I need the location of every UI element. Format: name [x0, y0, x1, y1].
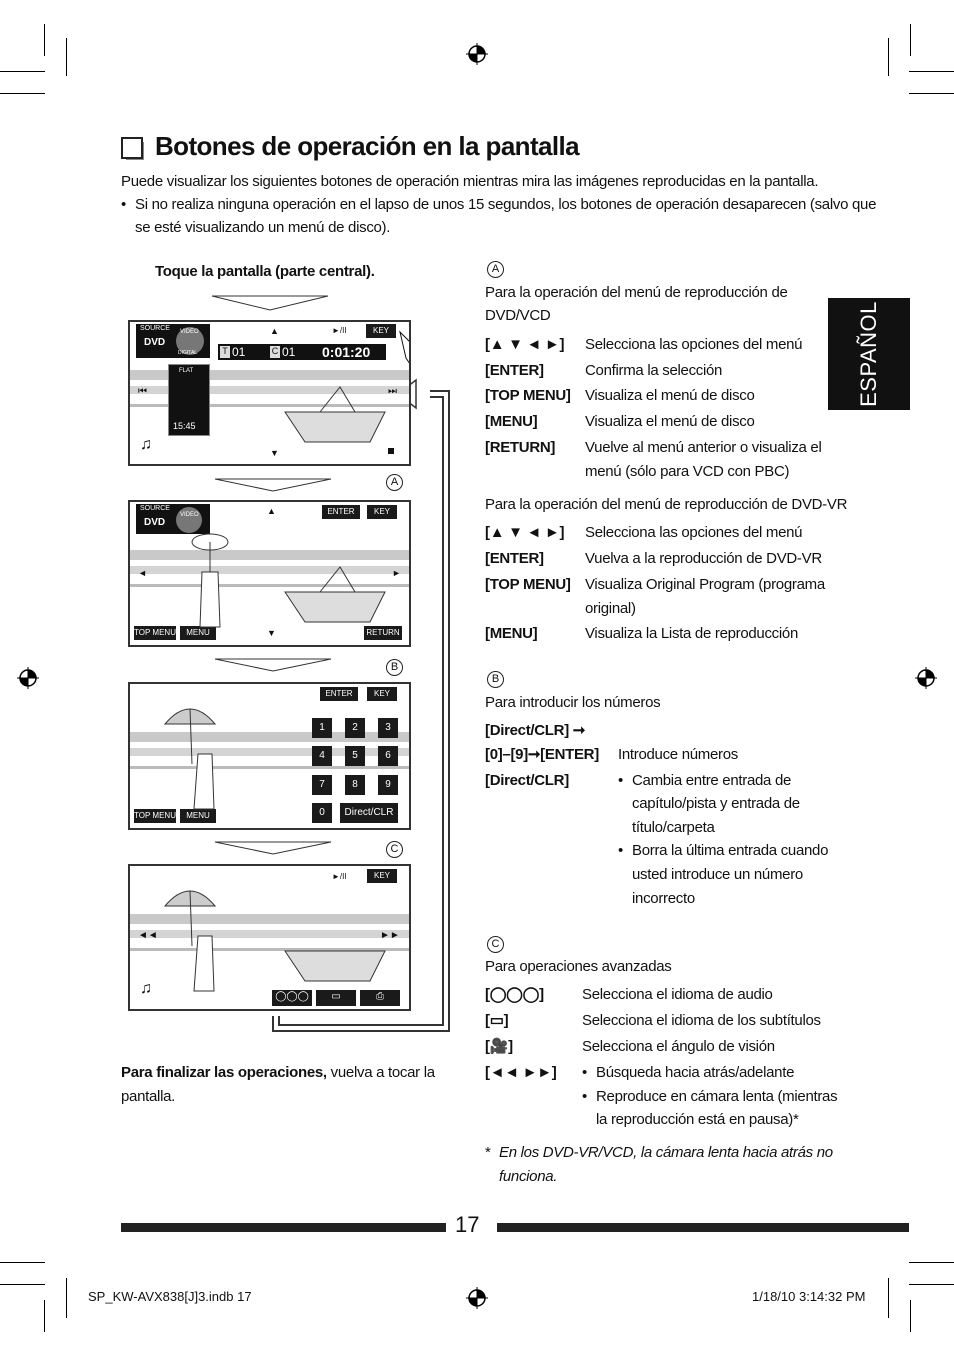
crop-mark: [66, 1278, 67, 1318]
crop-mark: [0, 71, 45, 72]
play-pause-button[interactable]: ►/II: [332, 872, 347, 881]
registration-mark-icon: [466, 1287, 488, 1309]
down-arrow-icon[interactable]: ▼: [270, 448, 279, 458]
table-row: [ENTER] Vuelva a la reproducción de DVD-VR: [485, 550, 822, 567]
enter-button[interactable]: ENTER: [322, 505, 360, 519]
boat-illustration: [280, 926, 390, 986]
crop-mark: [888, 1278, 889, 1318]
menu-button[interactable]: MENU: [180, 809, 216, 823]
number-key-7[interactable]: 7: [312, 775, 332, 795]
boat-illustration: [280, 562, 390, 632]
table-row: [TOP MENU] Visualiza el menú de disco: [485, 387, 755, 404]
table-row: [ENTER] Confirma la selección: [485, 362, 723, 379]
skip-back-icon[interactable]: ⏮: [138, 386, 147, 397]
table-row: [▲ ▼ ◄ ►] Selecciona las opciones del menú: [485, 524, 803, 541]
bullet-text: la reproducción está en pausa)*: [596, 1111, 799, 1128]
left-arrow-icon[interactable]: ◄: [138, 568, 147, 578]
number-key-2[interactable]: 2: [345, 718, 365, 738]
title-square-icon: [121, 137, 143, 159]
number-key-6[interactable]: 6: [378, 746, 398, 766]
bullet-text: Búsqueda hacia atrás/adelante: [596, 1064, 795, 1081]
key-button[interactable]: KEY: [366, 324, 396, 338]
key-button[interactable]: KEY: [367, 505, 397, 519]
subtitle-button[interactable]: ▭: [316, 990, 356, 1006]
return-button[interactable]: RETURN: [364, 626, 402, 640]
section-a-marker: A: [487, 261, 504, 278]
crop-mark: [888, 38, 889, 76]
number-key-0[interactable]: 0: [312, 803, 332, 823]
section-b-key: [Direct/CLR] ➞: [485, 722, 586, 739]
table-row-cont: menú (sólo para VCD con PBC): [585, 463, 790, 480]
table-row: [MENU] Visualiza la Lista de reproducción: [485, 625, 798, 642]
screen-advanced[interactable]: [128, 864, 411, 1011]
skip-forward-icon[interactable]: ⏭: [388, 386, 397, 397]
rewind-icon[interactable]: ◄◄: [138, 930, 158, 941]
number-key-9[interactable]: 9: [378, 775, 398, 795]
up-arrow-icon[interactable]: ▲: [270, 326, 279, 336]
key-button[interactable]: KEY: [367, 687, 397, 701]
audio-language-button[interactable]: ◯◯◯: [272, 990, 312, 1006]
registration-mark-icon: [915, 667, 937, 689]
source-panel[interactable]: SOURCE DVD VIDEO: [136, 504, 210, 534]
crop-mark: [910, 1300, 911, 1332]
section-b-marker: B: [487, 671, 504, 688]
menu-button[interactable]: MENU: [180, 626, 216, 640]
top-menu-button[interactable]: TOP MENU: [134, 809, 176, 823]
section-b-key: [Direct/CLR]: [485, 772, 569, 789]
boat-illustration: [280, 382, 390, 452]
table-row: [▭] Selecciona el idioma de los subtítulos: [485, 1012, 821, 1029]
audio-setting-icon[interactable]: ♫: [140, 436, 152, 453]
crop-mark: [0, 93, 45, 94]
play-pause-button[interactable]: ►/II: [332, 326, 347, 335]
crop-mark: [909, 93, 954, 94]
section-a-heading: DVD/VCD: [485, 307, 551, 324]
crop-mark: [909, 1262, 954, 1263]
page-title: Botones de operación en la pantalla: [155, 131, 579, 161]
bullet-text: capítulo/pista y entrada de: [632, 795, 800, 812]
finger-pointer-icon: [398, 328, 411, 378]
source-panel[interactable]: SOURCE DVD VIDEO DIGITAL: [136, 324, 210, 358]
figure-illustration: [160, 876, 220, 996]
marker-c: C: [386, 841, 403, 858]
page-bar-left: [121, 1223, 446, 1232]
screen-playback[interactable]: [128, 320, 411, 466]
crop-mark: [66, 38, 67, 76]
intro-text: Puede visualizar los siguientes botones de operación mientras mira las imágenes reproducidas en la pantalla.: [121, 173, 819, 190]
bullet-text: Borra la última entrada cuando: [632, 842, 829, 859]
key-button[interactable]: KEY: [367, 869, 397, 883]
table-row: [◯◯◯] Selecciona el idioma de audio: [485, 986, 773, 1003]
page-number: 17: [455, 1212, 480, 1237]
section-c-heading: Para operaciones avanzadas: [485, 958, 672, 975]
top-menu-button[interactable]: TOP MENU: [134, 626, 176, 640]
footnote: funciona.: [499, 1168, 558, 1185]
table-row-cont: original): [585, 600, 636, 617]
end-note-cont: pantalla.: [121, 1088, 176, 1105]
table-row: [MENU] Visualiza el menú de disco: [485, 413, 755, 430]
section-a-heading: Para la operación del menú de reproducción de: [485, 284, 788, 301]
screen-numbers[interactable]: [128, 682, 411, 830]
section-b-heading: Para introducir los números: [485, 694, 661, 711]
table-row: [🎥] Selecciona el ángulo de visión: [485, 1038, 775, 1055]
number-key-1[interactable]: 1: [312, 718, 332, 738]
screen-menu[interactable]: [128, 500, 411, 647]
marker-b: B: [386, 659, 403, 676]
crop-mark: [44, 24, 45, 56]
marker-a: A: [386, 474, 403, 491]
fast-forward-icon[interactable]: ►►: [380, 930, 400, 941]
eq-panel[interactable]: FLAT 15:45: [168, 364, 210, 436]
bullet-text: incorrecto: [632, 890, 695, 907]
bullet-text: Cambia entre entrada de: [632, 772, 792, 789]
touch-label: Toque la pantalla (parte central).: [155, 263, 375, 280]
enter-button[interactable]: ENTER: [320, 687, 358, 701]
number-key-3[interactable]: 3: [378, 718, 398, 738]
number-key-8[interactable]: 8: [345, 775, 365, 795]
end-note: Para finalizar las operaciones, vuelva a tocar la: [121, 1064, 435, 1081]
crop-mark: [44, 1300, 45, 1332]
table-row: [RETURN] Vuelve al menú anterior o visualiza el: [485, 439, 822, 456]
up-arrow-icon[interactable]: ▲: [267, 506, 276, 516]
intro-bullet-text: se esté visualizando un menú de disco).: [135, 219, 391, 236]
bullet-text: Reproduce en cámara lenta (mientras: [596, 1088, 838, 1105]
intro-bullet-text: Si no realiza ninguna operación en el lapso de unos 15 segundos, los botones de operación desaparecen (salvo que: [135, 196, 877, 213]
table-row: [▲ ▼ ◄ ►] Selecciona las opciones del menú: [485, 336, 803, 353]
intro-bullet: •: [121, 196, 126, 213]
audio-setting-icon[interactable]: ♫: [140, 980, 152, 997]
table-row: [0]–[9]➞[ENTER] Introduce números: [485, 746, 738, 763]
angle-button[interactable]: ⎙: [360, 990, 400, 1006]
crop-mark: [0, 1262, 45, 1263]
number-key-5[interactable]: 5: [345, 746, 365, 766]
footer-file: SP_KW-AVX838[J]3.indb 17: [88, 1289, 252, 1304]
time-bar: T 01 C 01 0:01:20: [218, 344, 386, 360]
figure-illustration: [160, 694, 220, 814]
page-bar-right: [497, 1223, 909, 1232]
section-c-marker: C: [487, 936, 504, 953]
section-a-vr-heading: Para la operación del menú de reproducción de DVD-VR: [485, 496, 848, 513]
crop-mark: [909, 71, 954, 72]
registration-mark-icon: [17, 667, 39, 689]
section-c-key: [◄◄ ►►]: [485, 1064, 557, 1081]
down-arrow-icon[interactable]: ▼: [267, 628, 276, 638]
footnote: En los DVD-VR/VCD, la cámara lenta hacia atrás no: [499, 1144, 833, 1161]
direct-clr-button[interactable]: Direct/CLR: [340, 803, 398, 823]
crop-mark: [909, 1284, 954, 1285]
figure-illustration: [190, 522, 230, 632]
bullet-text: usted introduce un número: [632, 866, 803, 883]
number-key-4[interactable]: 4: [312, 746, 332, 766]
footer-timestamp: 1/18/10 3:14:32 PM: [752, 1289, 866, 1304]
table-row: [TOP MENU] Visualiza Original Program (programa: [485, 576, 825, 593]
right-arrow-icon[interactable]: ►: [392, 568, 401, 578]
language-tab: ESPAÑOL: [828, 298, 910, 410]
crop-mark: [0, 1284, 45, 1285]
down-arrow-icon: [210, 294, 330, 312]
registration-mark-icon: [466, 43, 488, 65]
bullet-text: título/carpeta: [632, 819, 715, 836]
crop-mark: [910, 24, 911, 56]
footnote-star: *: [485, 1144, 491, 1161]
